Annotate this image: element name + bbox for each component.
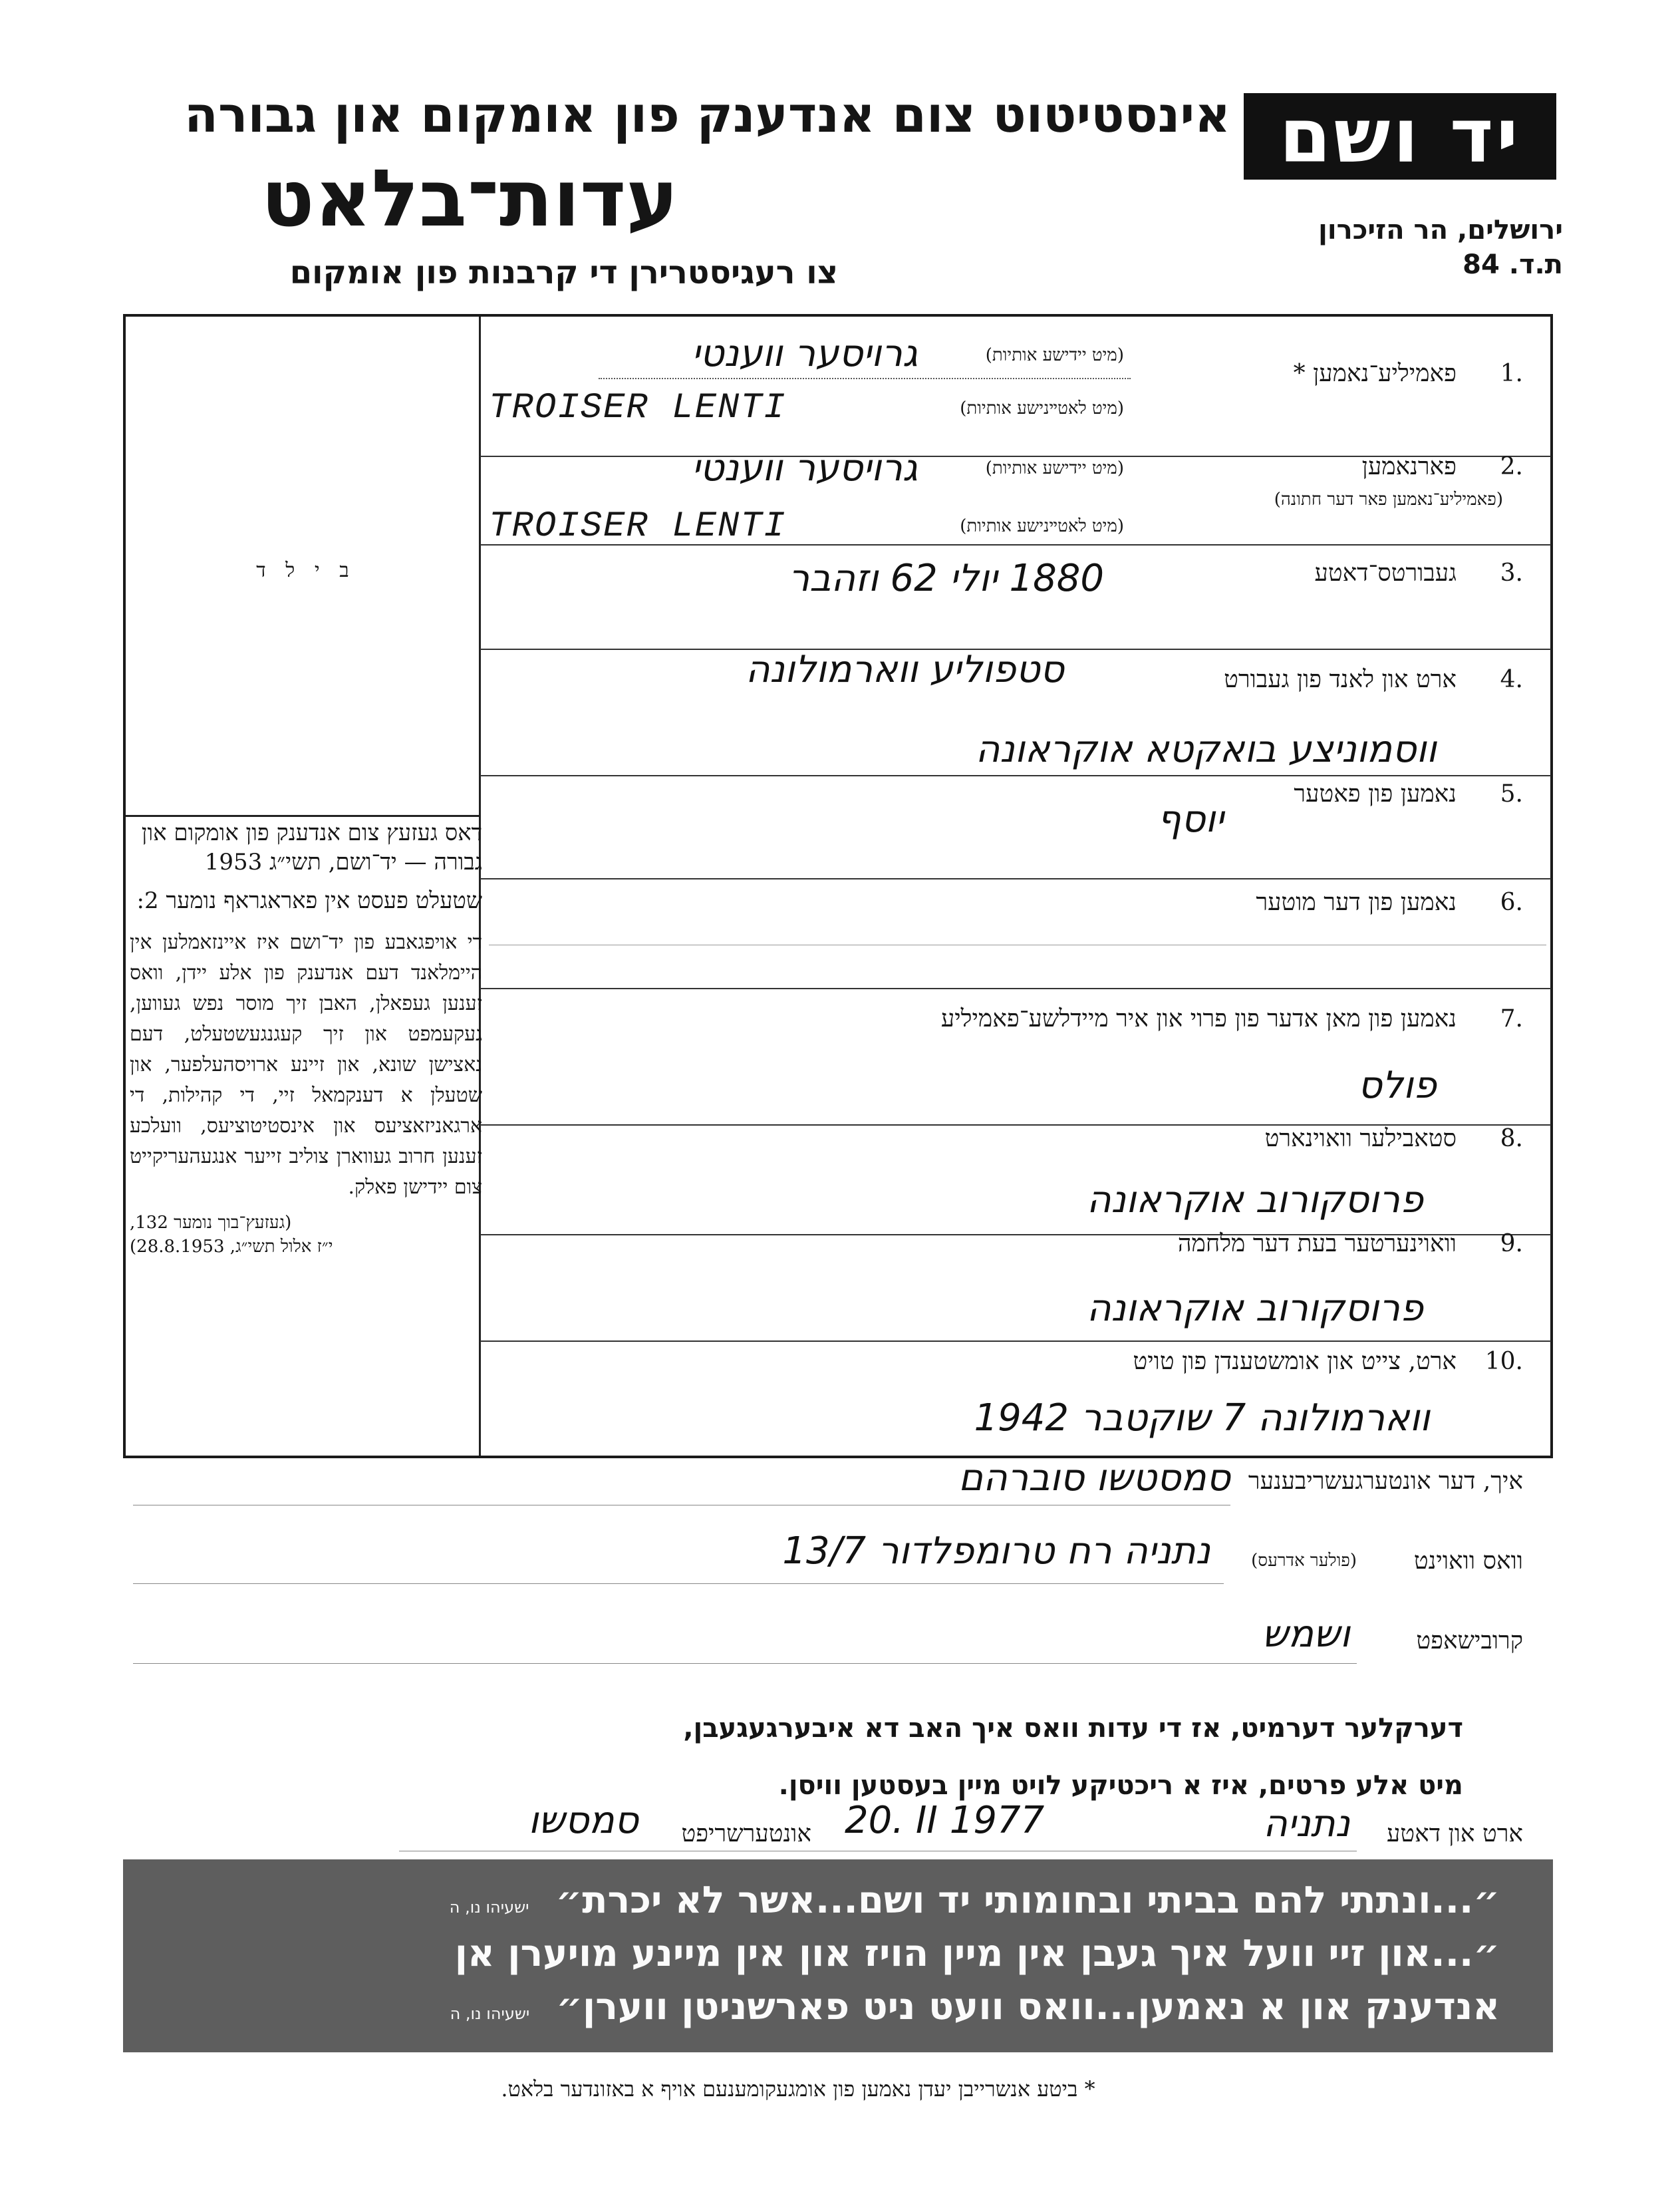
quote-1-text: ״...ונתתי להם בביתי ובחומותי יד ושם...אשר לא יכרת״ xyxy=(555,1879,1500,1922)
field-9-value: פרוסקורוב אוקראונה xyxy=(1087,1287,1423,1330)
field-2-value-latin: TROISER LENTI xyxy=(489,506,787,547)
quote-1-source: ישעיהו נו, ה xyxy=(449,1898,529,1917)
quote-band xyxy=(123,1859,1553,2052)
field-7-label: נאמען פון מאן אדער פון פרוי און איר מיידלשע־פאמיליע xyxy=(940,1005,1457,1032)
yad-vashem-logo: יד ושם xyxy=(1244,93,1556,180)
law-paragraph-ref: שטעלט פעסט אין פאראגראף נומער 2: xyxy=(136,887,482,914)
field-10-number: 10. xyxy=(1484,1348,1523,1375)
quote-3-source: ישעיהו נו, ה xyxy=(450,2004,530,2023)
relation-value: ושמש xyxy=(1262,1613,1350,1656)
quote-line-2: ״...און זיי וועל איך געבן אין מיין הויז און אין מיינע מויערן אן xyxy=(454,1932,1500,1975)
declaration xyxy=(386,1700,1463,1814)
quote-line-3 xyxy=(190,1984,1500,2036)
declaration-line-2: מיט אלע פרטים, איז א ריכטיקע לויט מיין בעסטען וויסן. xyxy=(778,1770,1463,1801)
row-divider xyxy=(480,988,1551,989)
field-2-label: פארנאמען xyxy=(1361,453,1457,480)
declarant-label: איך, דער אונטערגעשריבענער xyxy=(1248,1468,1523,1495)
signature-place: נתניה xyxy=(1263,1802,1350,1845)
address-note: (פולער אדרעס) xyxy=(1251,1551,1357,1571)
law-body: די אויפגאבע פון יד־ושם איז איינזאמלען אין היימלאנד דעם אנדענק פון אלע יידן, וואס זענען געפאלן, האבן זיך מוסר נפש געווען, געקעמפט און זיך קעגנגעשטעלט, דעם נאצישן שונא, און זיינע ארויסהעלפער, און שטעלן א דענקמאל זיי, די קהילות, די ארגאניזאציעס און אינסטיטוציעס, וועלכע זענען חרוב געווארן צוליב זייער אנגעהעריקייט צום יידישן פאלק. xyxy=(130,931,482,1199)
declaration-line-1: דערקלער דערמיט, אז די עדות וואס איך האב דא איבערגעגעבן, xyxy=(683,1713,1463,1744)
field-8-number: 8. xyxy=(1500,1125,1523,1152)
declarant-name: סמסטשו סוברהם xyxy=(958,1456,1230,1499)
field-4-value-2: ווסמוניצע בואקטא אוקראונה xyxy=(975,728,1437,771)
row-divider xyxy=(480,1340,1551,1342)
signature-label: אונטערשריפט xyxy=(681,1820,811,1847)
place-date-label: ארט און דאטע xyxy=(1387,1820,1523,1847)
field-5-value: יוסף xyxy=(1157,798,1224,841)
field-10-label: ארט, צייט און אומשטענדן פון טויט xyxy=(1133,1348,1457,1375)
law-ref-2: י״ז אלול תשי״ג, 28.8.1953) xyxy=(130,1237,333,1257)
address-line xyxy=(133,1583,1224,1584)
field-4-number: 4. xyxy=(1500,666,1523,693)
field-5-label: נאמען פון פאטער xyxy=(1294,780,1457,808)
photo-box-bottom xyxy=(126,815,479,817)
field-6-number: 6. xyxy=(1500,889,1523,916)
field-1-sub-latin: (מיט לאטײנישע אותיות) xyxy=(960,398,1124,418)
field-1-line xyxy=(599,378,1131,379)
field-4-value: סטפוליע ווארמולונה xyxy=(745,648,1064,691)
quote-line-1 xyxy=(190,1878,1500,1930)
field-4-label: ארט און לאנד פון געבורט xyxy=(1224,666,1457,693)
row-divider xyxy=(480,775,1551,776)
field-1-number: 1. xyxy=(1500,360,1523,387)
address-label: וואס וואוינט xyxy=(1413,1547,1523,1575)
field-8-label: סטאבילער וואוינארט xyxy=(1264,1125,1457,1152)
address-line-2: ת.ד. 84 xyxy=(1463,249,1563,280)
relation-label: קרובישאפט xyxy=(1416,1627,1523,1654)
law-title: דאס געזעץ צום אנדענק פון אומקום און גבורה — יד־ושם, תשי״ג 1953 xyxy=(141,820,482,875)
law-ref-1: (געזעץ־בוך נומער 132, xyxy=(130,1213,292,1233)
relation-line xyxy=(133,1663,1357,1664)
field-9-number: 9. xyxy=(1500,1230,1523,1257)
field-2-sub-yiddish: (מיט יידישע אותיות) xyxy=(985,458,1124,478)
field-10-value: ווארמולונה 7 שוקטבר 1942 xyxy=(974,1396,1430,1440)
signature-value: סמסשו xyxy=(528,1799,638,1842)
field-2-number: 2. xyxy=(1500,453,1523,480)
field-2-note: (פאמיליע־נאמען פאר דער חתונה) xyxy=(1274,490,1503,510)
signature-date: 20. II 1977 xyxy=(845,1799,1045,1842)
field-6-label: נאמען פון דער מוטער xyxy=(1256,889,1457,916)
institute-name: אינסטיטוט צום אנדענק פון אומקום און גבורה xyxy=(184,86,1230,144)
field-3-value: 1880 יולי 62 וזהבר xyxy=(788,557,1104,600)
law-excerpt xyxy=(130,818,482,1457)
field-7-value: פולס xyxy=(1357,1064,1437,1107)
field-3-label: געבורטס־דאטע xyxy=(1314,559,1457,587)
field-1-label: פאמיליע־נאמען * xyxy=(1293,360,1457,387)
form-title: עדות־בלאט xyxy=(261,152,678,244)
field-8-value: פרוסקורוב אוקראונה xyxy=(1087,1178,1423,1221)
field-1-value-yiddish: גרויסער ווענטי xyxy=(691,332,918,375)
quote-3-text: אנדענק און א נאמען...וואס וועט ניט פארשניטן ווערן״ xyxy=(556,1985,1500,2028)
footnote: * ביטע אנשרייבן יעדן נאמען פון אומגעקומענעם אויף א באזונדער בלאט. xyxy=(501,2076,1095,2102)
photo-label: ב י ל ד xyxy=(256,559,356,582)
field-2-value-yiddish: גרויסער ווענטי xyxy=(691,446,918,490)
address-line-1: ירושלים, הר הזיכרון xyxy=(1318,215,1563,245)
field-1-sub-yiddish: (מיט יידישע אותיות) xyxy=(985,345,1124,365)
field-7-number: 7. xyxy=(1500,1005,1523,1032)
form-subtitle: צו רעגיסטרירן די קרבנות פון אומקום xyxy=(289,254,838,291)
row-divider xyxy=(480,878,1551,879)
address xyxy=(1230,213,1563,282)
field-3-number: 3. xyxy=(1500,559,1523,587)
field-2-sub-latin: (מיט לאטײנישע אותיות) xyxy=(960,516,1124,536)
field-1-value-latin: TROISER LENTI xyxy=(489,388,787,428)
declarant-address: נתניה רח טרומפלדור 13/7 xyxy=(782,1529,1210,1573)
field-5-number: 5. xyxy=(1500,780,1523,808)
field-9-label: וואוינערטער בעת דער מלחמה xyxy=(1177,1230,1457,1257)
